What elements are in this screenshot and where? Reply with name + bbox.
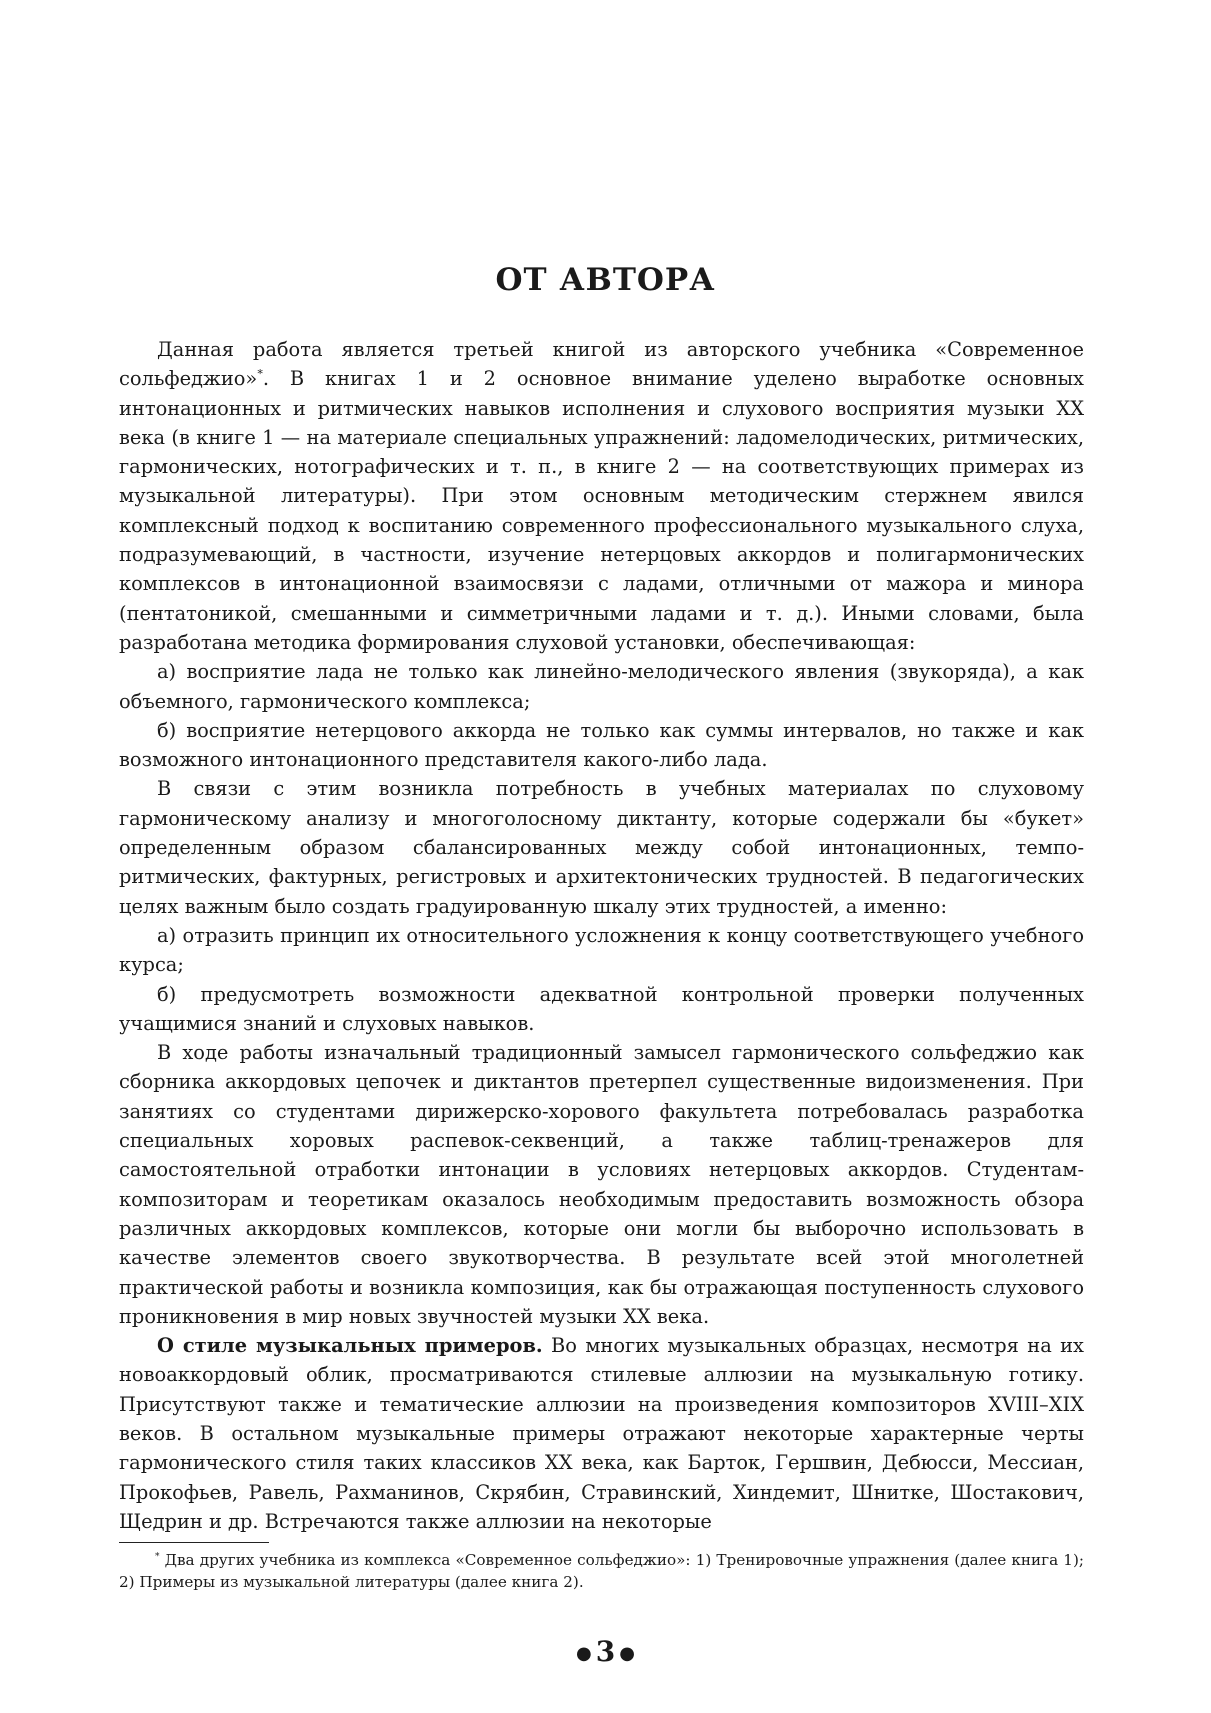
- paragraph-item-b1: б) восприятие нетерцового аккорда не только как суммы интервалов, но также и как возможного интонационного представителя какого-либо лада.: [119, 718, 1084, 772]
- intro-text-end: . В книгах 1 и 2 основное внимание уделено выработке основных интонационных и ритмических навыков исполнения и слухового восприятия музыки XX века (в книге 1 — на материале специальных упражнений: ладомелодических, ритмических, гармонических, нотографических и т. п., в книге 2 — на соответствующих примерах из музыкальной литературы). При этом основным методическим стержнем явился комплексный подход к воспитанию современного профессионального музыкального слуха, подразумевающий, в частности, изучение нетерцовых аккордов и полигармонических комплексов в интонационной взаимосвязи с ладами, отличными от мажора и минора (пентатоникой, смешанными и симметричными ладами и т. д.). Иными словами, была разработана методика формирования слуховой установки, обеспечивающая:: [119, 367, 1084, 654]
- page-number-value: 3: [595, 1635, 616, 1668]
- footnote: [119, 1549, 1084, 1593]
- paragraph-need: В связи с этим возникла потребность в учебных материалах по слуховому гармоническому анализу и многоголосному диктанту, которые содержали бы «букет» определенным образом сбалансированных между собой интонационных, темпо-ритмических, фактурных, регистровых и архитектонических трудностей. В педагогических целях важным было создать градуированную шкалу этих трудностей, а именно:: [119, 777, 1084, 918]
- footnote-divider: [119, 1542, 269, 1543]
- page-number: [0, 1635, 1211, 1668]
- main-text: [119, 335, 1084, 1536]
- paragraph-work-course: В ходе работы изначальный традиционный замысел гармонического сольфеджио как сборника аккордовых цепочек и диктантов претерпел существенные видоизменения. При занятиях со студентами дирижерско-хорового факультета потребовалась разработка специальных хоровых распевок-секвенций, а также таблиц-тренажеров для самостоятельной отработки интонации в условиях нетерцовых аккордов. Студентам-композиторам и теоретикам оказалось необходимым предоставить возможность обзора различных аккордовых комплексов, которые они могли бы выборочно использовать в качестве элементов своего звукотворчества. В результате всей этой многолетней практической работы и возникла композиция, как бы отражающая поступенность слухового проникновения в мир новых звучностей музыки XX века.: [119, 1041, 1084, 1328]
- paragraph-intro: [119, 335, 1084, 657]
- footnote-text: Два других учебника из комплекса «Современное сольфеджио»: 1) Тренировочные упражнения (далее книга 1); 2) Примеры из музыкальной литературы (далее книга 2).: [119, 1551, 1084, 1591]
- footnote-mark: *: [155, 1551, 160, 1562]
- page-title: ОТ АВТОРА: [495, 262, 716, 298]
- intro-text-start: Данная работа является третьей книгой из авторского учебника «Современное сольфеджио»: [119, 338, 1084, 391]
- footnote-reference: *: [257, 367, 263, 381]
- page-number-left-dot: ●: [576, 1643, 592, 1664]
- style-section-text: Во многих музыкальных образцах, несмотря на их новоаккордовый облик, просматриваются стилевые аллюзии на музыкальную готику. Присутствуют также и тематические аллюзии на произведения композиторов XVIII–XIX веков. В остальном музыкальные примеры отражают некоторые характерные черты гармонического стиля таких классиков XX века, как Барток, Гершвин, Дебюсси, Мессиан, Прокофьев, Равель, Рахманинов, Скрябин, Стравинский, Хиндемит, Шнитке, Шостакович, Щедрин и др. Встречаются также аллюзии на некоторые: [119, 1334, 1084, 1533]
- paragraph-item-a2: а) отразить принцип их относительного усложнения к концу соответствующего учебного курса;: [119, 923, 1084, 977]
- page-number-right-dot: ●: [619, 1643, 635, 1664]
- style-section-heading: О стиле музыкальных примеров.: [157, 1334, 543, 1358]
- paragraph-item-a1: а) восприятие лада не только как линейно-мелодического явления (звукоряда), а как объемного, гармонического комплекса;: [119, 660, 1084, 713]
- paragraph-item-b2: б) предусмотреть возможности адекватной контрольной проверки полученных учащимися знаний и слуховых навыков.: [119, 982, 1084, 1035]
- paragraph-style: [119, 1331, 1084, 1536]
